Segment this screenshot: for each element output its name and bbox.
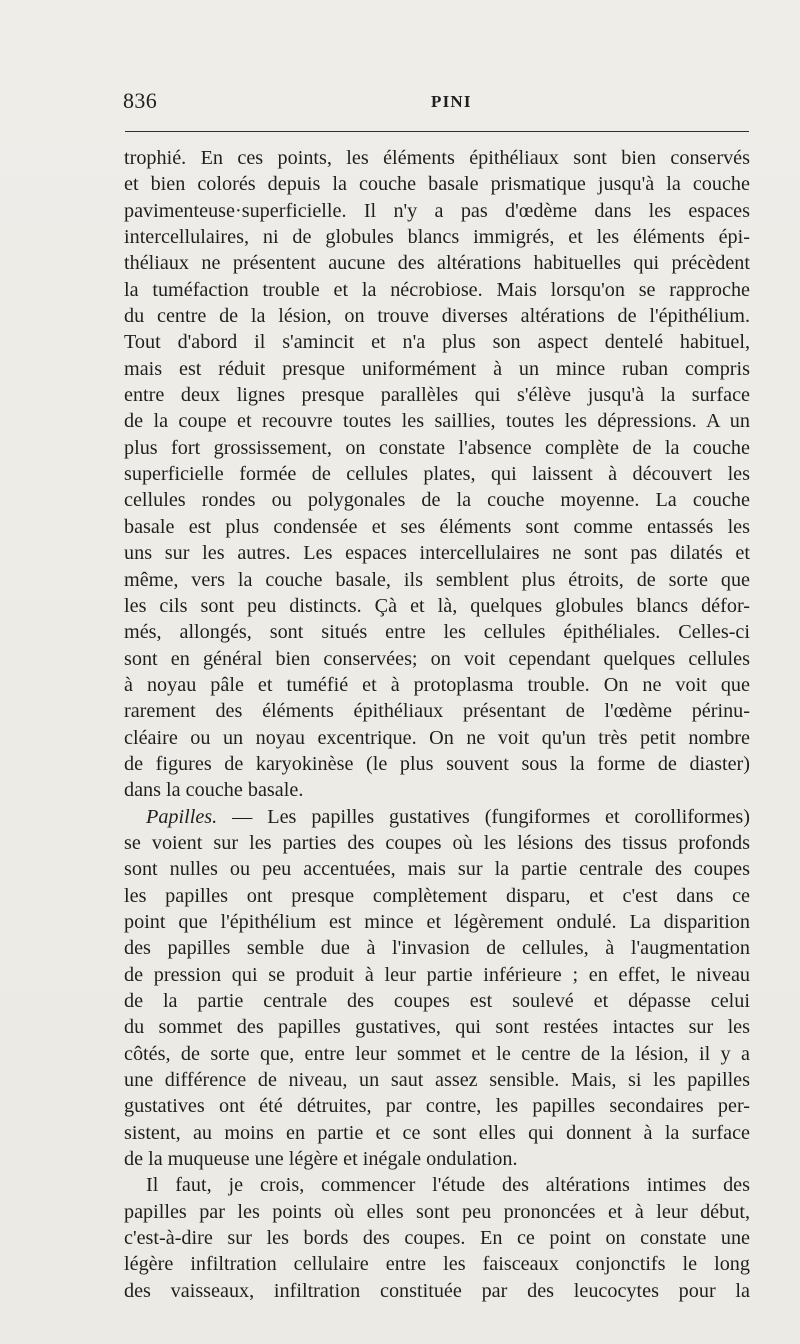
text-line: des papilles semble due à l'invasion de cellules, à l'augmentation: [124, 937, 750, 960]
header-rule: [125, 131, 749, 132]
text-line: et bien colorés depuis la couche basale prismatique jusqu'à la couche: [124, 173, 750, 196]
text-line: de pression qui se produit à leur partie inférieure ; en effet, le niveau: [124, 963, 750, 986]
text-line: de la partie centrale des coupes est soulevé et dépasse celui: [124, 990, 750, 1012]
text-line: trophié. En ces points, les éléments épithéliaux sont bien conservés: [124, 147, 750, 169]
text-line: gustatives ont été détruites, par contre, les papilles secondaires per-: [124, 1095, 750, 1118]
text-line: plus fort grossissement, on constate l'absence complète de la couche: [124, 436, 750, 459]
text-line: dans la couche basale.: [124, 779, 304, 802]
body-text: [124, 145, 750, 1304]
text-line: théliaux ne présentent aucune des altérations habituelles qui précèdent: [124, 252, 750, 275]
text-line: la tuméfaction trouble et la nécrobiose. Mais lorsqu'on se rapproche: [124, 278, 750, 301]
text-line: légère infiltration cellulaire entre les faisceaux conjonctifs le long: [124, 1253, 750, 1276]
text-line: sont nulles ou peu accentuées, mais sur la partie centrale des coupes: [124, 858, 750, 881]
page-number: 836: [123, 88, 158, 113]
text-line: de la muqueuse une légère et inégale ondulation.: [124, 1148, 518, 1171]
text-line: du centre de la lésion, on trouve diverses altérations de l'épithélium.: [124, 305, 750, 328]
text-line: se voient sur les parties des coupes où les lésions des tissus profonds: [124, 831, 750, 854]
text-line: rarement des éléments épithéliaux présentant de l'œdème périnu-: [124, 700, 750, 723]
text-line: cléaire ou un noyau excentrique. On ne voit qu'un très petit nombre: [124, 726, 750, 749]
section-heading: Papilles.: [146, 805, 218, 828]
text-line: côtés, de sorte que, entre leur sommet et le centre de la lésion, il y a: [124, 1042, 750, 1065]
page-header: [123, 88, 745, 116]
text-line: même, vers la couche basale, ils semblent plus étroits, de sorte que: [124, 568, 750, 591]
text-line: sistent, au moins en partie et ce sont elles qui donnent à la surface: [124, 1121, 750, 1144]
running-head: PINI: [431, 92, 472, 111]
text-line: à noyau pâle et tuméfié et à protoplasma trouble. On ne voit que: [124, 673, 750, 696]
text-line: mais est réduit presque uniformément à un mince ruban compris: [124, 357, 750, 380]
text-line: pavimenteuse·superficielle. Il n'y a pas d'œdème dans les espaces: [124, 199, 750, 222]
text-line: basale est plus condensée et ses éléments sont comme entassés les: [124, 515, 750, 538]
papilles-heading-line: [124, 804, 750, 830]
text-line: de la coupe et recouvre toutes les saillies, toutes les dépressions. A un: [124, 410, 750, 433]
text-line: papilles par les points où elles sont peu prononcées et à leur début,: [124, 1200, 750, 1223]
text-line: les cils sont peu distincts. Çà et là, quelques globules blancs défor-: [124, 594, 750, 617]
text-line: Il faut, je crois, commencer l'étude des altérations intimes des: [146, 1174, 750, 1197]
text-line: du sommet des papilles gustatives, qui sont restées intactes sur les: [124, 1016, 750, 1039]
text-line: uns sur les autres. Les espaces intercellulaires ne sont pas dilatés et: [124, 542, 750, 565]
heading-line-text: — Les papilles gustatives (fungiformes et corolliformes): [217, 805, 750, 828]
text-line: point que l'épithélium est mince et légèrement ondulé. La disparition: [124, 910, 750, 933]
text-line: des vaisseaux, infiltration constituée par des leucocytes pour la: [124, 1279, 750, 1302]
text-line: més, allongés, sont situés entre les cellules épithéliales. Celles-ci: [124, 621, 750, 644]
text-line: superficielle formée de cellules plates, qui laissent à découvert les: [124, 463, 750, 486]
text-line: entre deux lignes presque parallèles qui s'élève jusqu'à la surface: [124, 384, 750, 407]
text-line: les papilles ont presque complètement disparu, et c'est dans ce: [124, 884, 750, 907]
text-line: intercellulaires, ni de globules blancs immigrés, et les éléments épi-: [124, 226, 750, 249]
text-line: Tout d'abord il s'amincit et n'a plus son aspect dentelé habituel,: [124, 331, 750, 354]
text-line: de figures de karyokinèse (le plus souvent sous la forme de diaster): [124, 752, 750, 775]
text-line: une différence de niveau, un saut assez sensible. Mais, si les papilles: [124, 1069, 750, 1092]
text-line: cellules rondes ou polygonales de la couche moyenne. La couche: [124, 489, 750, 512]
text-line: sont en général bien conservées; on voit cependant quelques cellules: [124, 647, 750, 670]
text-line: c'est-à-dire sur les bords des coupes. En ce point on constate une: [124, 1227, 750, 1250]
